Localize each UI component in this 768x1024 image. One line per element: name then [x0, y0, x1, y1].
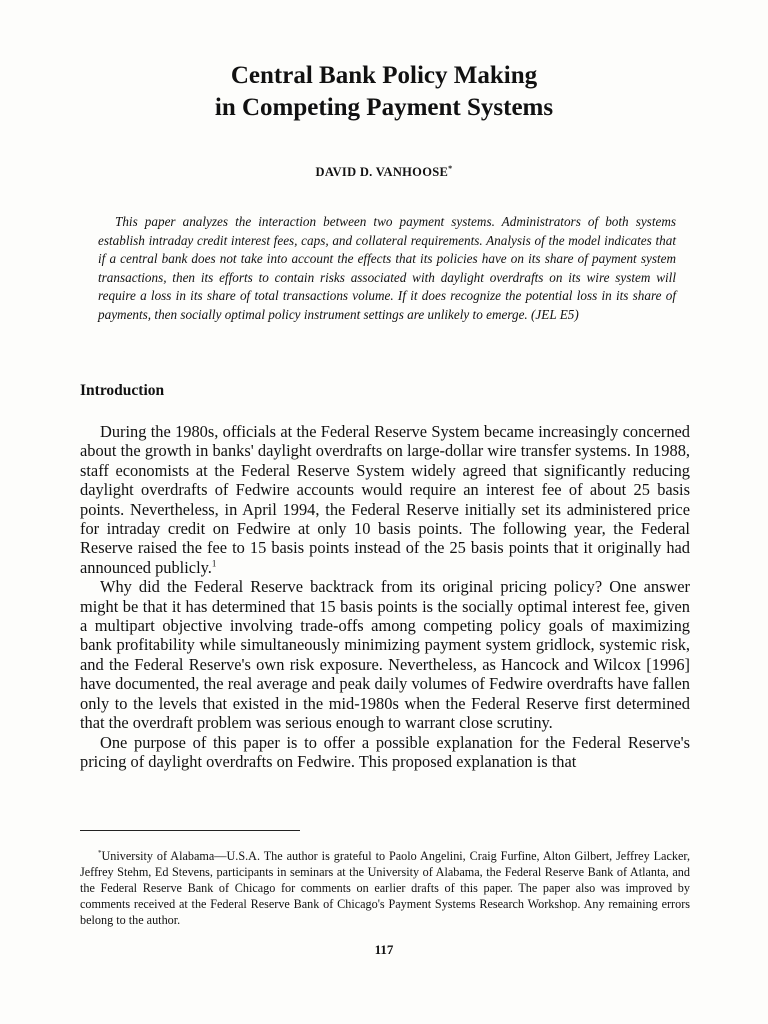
paragraph-1-text: During the 1980s, officials at the Federal Reserve System became increasingly concerned about the growth in banks' daylight overdrafts on large-dollar wire transfer systems. In 1988, staff economists at the Federal Reserve System widely agreed that significantly reducing daylight overdrafts of Fedwire accounts would require an interest fee of about 25 basis points. Nevertheless, in April 1994, the Federal Reserve initially set its administered price for intraday credit on Fedwire at only 10 basis points. The following year, the Federal Reserve raised the fee to 15 basis points instead of the 25 basis points that it originally had announced publicly. [80, 422, 690, 577]
author-footnote-marker: * [448, 164, 453, 173]
paragraph-3: One purpose of this paper is to offer a possible explanation for the Federal Reserve's pricing of daylight overdrafts on Fedwire. This proposed explanation is that [80, 732, 690, 771]
author-byline [0, 164, 768, 180]
author-name: DAVID D. VANHOOSE [315, 165, 449, 180]
footnote-text: University of Alabama—U.S.A. The author is grateful to Paolo Angelini, Craig Furfine, Alton Gilbert, Jeffrey Lacker, Jeffrey Stehm, Ed Stevens, participants in seminars at the University of Alabama, the Federal Reserve Bank of Atlanta, and the Federal Reserve Bank of Chicago for comments on earlier drafts of this paper. The paper also was improved by comments received at the Federal Reserve Bank of Chicago's Payment Systems Research Workshop. Any remaining errors belong to the author. [80, 849, 690, 928]
body-text [80, 422, 690, 771]
paper-title-line-2: in Competing Payment Systems [214, 94, 554, 121]
page-number: 117 [374, 942, 394, 957]
footnote-ref-1: 1 [211, 558, 217, 569]
footnote-divider [80, 830, 300, 831]
section-heading-introduction: Introduction [80, 382, 165, 399]
abstract: This paper analyzes the interaction between two payment systems. Administrators of both systems establish intraday credit interest fees, caps, and collateral requirements. Analysis of the model indicates that if a central bank does not take into account the effects that its policies have on its share of payment system transactions, then its efforts to contain risks associated with daylight overdrafts on its wire system will require a loss in its share of total transactions volume. If it does recognize the potential loss in its share of payments, then socially optimal policy instrument settings are unlikely to emerge. (JEL E5) [98, 214, 676, 322]
paragraph-1 [80, 422, 690, 577]
paragraph-2: Why did the Federal Reserve backtrack from its original pricing policy? One answer might be that it has determined that 15 basis points is the socially optimal interest fee, given a multipart objective involving trade-offs among competing policy goals of maximizing bank profitability while simultaneously minimizing payment system gridlock, systemic risk, and the Federal Reserve's own risk exposure. Nevertheless, as Hancock and Wilcox [1996] have documented, the real average and peak daily volumes of Fedwire overdrafts have fallen only to the levels that existed in the mid-1980s when the Federal Reserve first determined that the overdraft problem was serious enough to warrant close scrutiny. [80, 577, 690, 733]
footnote [80, 845, 690, 928]
paper-title-line-1: Central Bank Policy Making [230, 62, 538, 89]
footnote-marker: * [98, 849, 102, 857]
